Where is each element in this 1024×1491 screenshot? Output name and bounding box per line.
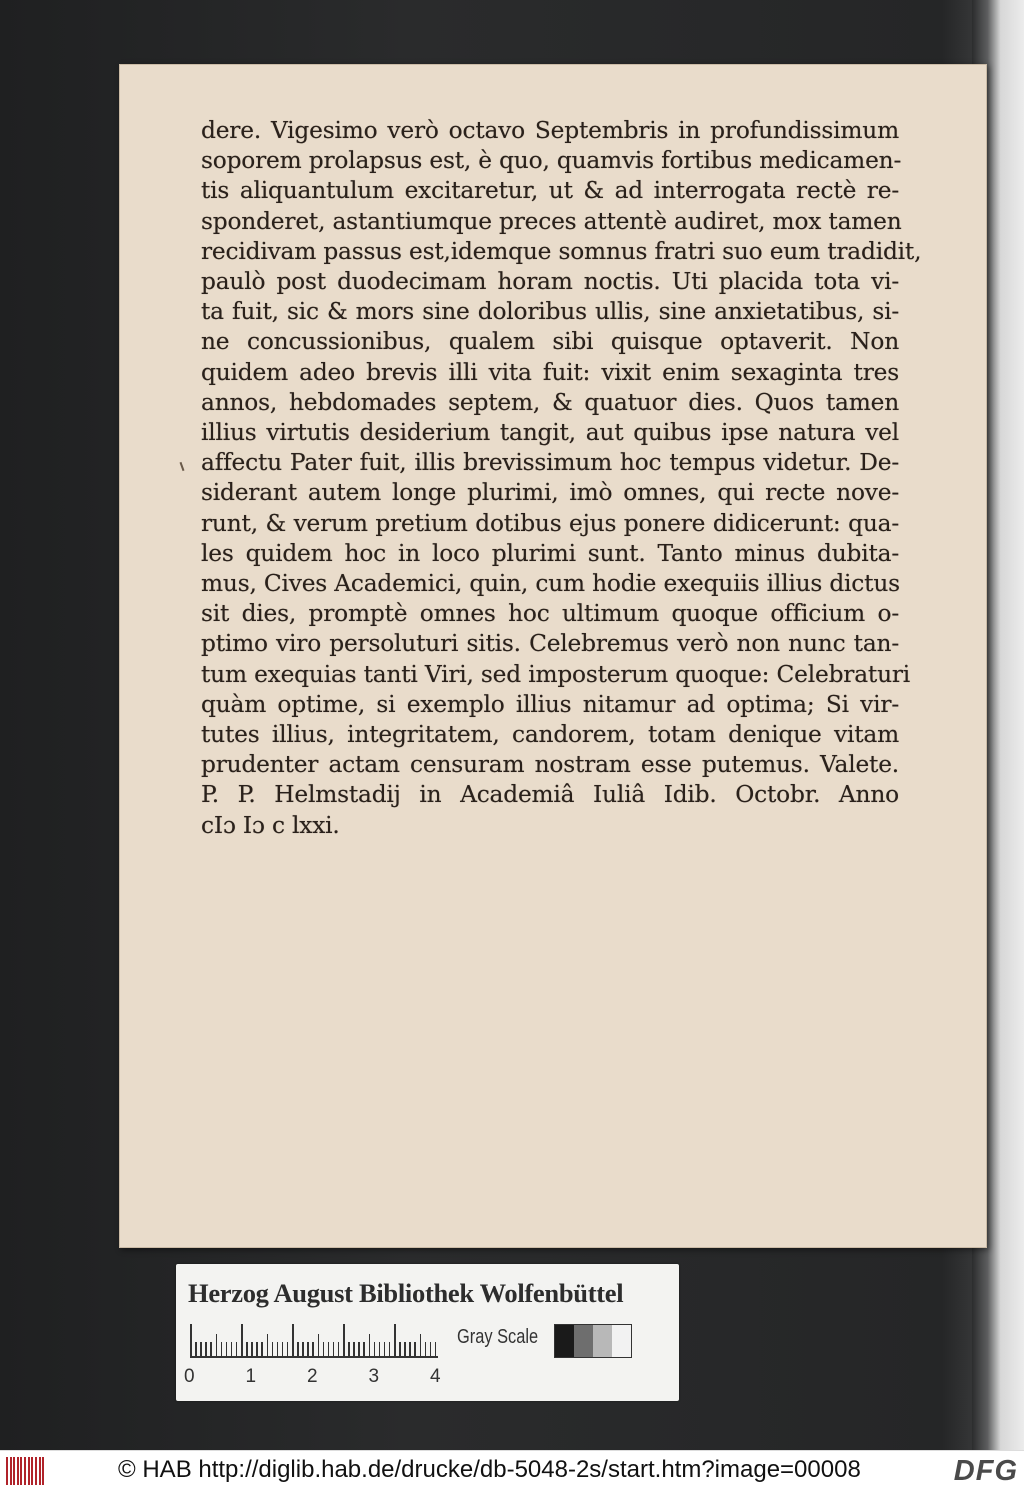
logo-bar [10, 1457, 12, 1485]
ruler-tick [414, 1342, 416, 1356]
text-line: cIɔ Iɔ c lxxi. [201, 811, 340, 839]
ruler-tick [231, 1342, 233, 1356]
ruler-tick [399, 1342, 401, 1356]
ruler-tick [333, 1342, 335, 1356]
ruler-number: 3 [368, 1366, 380, 1387]
text-line: les quidem hoc in loco plurimi sunt. Tanto minus dubita- [201, 539, 899, 567]
ruler-tick [374, 1342, 376, 1356]
text-line: paulò post duodecimam horam noctis. Uti placida tota vi- [201, 268, 899, 296]
text-line: recidivam passus est,idemque somnus fratri suo eum tradidit, [201, 237, 922, 265]
calibration-card [176, 1264, 679, 1401]
ruler-tick [221, 1342, 223, 1356]
text-line: dere. Vigesimo verò octavo Septembris in profundissimum [201, 117, 899, 144]
logo-bar [42, 1457, 44, 1485]
text-line: sponderet, astantiumque preces attentè audiret, mox tamen [201, 207, 902, 235]
ruler-tick [236, 1342, 238, 1356]
ruler-tick [292, 1324, 294, 1356]
document-page [119, 64, 987, 1248]
text-line: prudenter actam censuram nostram esse putemus. Valete. [201, 751, 899, 779]
ruler-number: 4 [430, 1366, 441, 1387]
ruler-tick [251, 1342, 253, 1356]
logo-bar [20, 1457, 22, 1485]
page-text [201, 116, 922, 841]
text-line: ptimo viro persoluturi sitis. Celebremus verò non nunc tan- [201, 630, 899, 658]
ruler-tick [216, 1334, 218, 1356]
ruler-tick [210, 1342, 212, 1356]
text-line: ta fuit, sic & mors sine doloribus ullis, sine anxietatibus, si- [201, 298, 899, 326]
gray-swatch [555, 1325, 574, 1357]
gray-swatch [574, 1325, 593, 1357]
logo-bar [6, 1457, 8, 1485]
ruler-tick [261, 1342, 263, 1356]
logo-bar [31, 1457, 33, 1485]
logo-bar [39, 1457, 41, 1485]
logo-bar [24, 1457, 26, 1485]
ruler-tick [195, 1342, 197, 1356]
ruler-tick [369, 1334, 371, 1356]
ruler-tick [343, 1324, 345, 1356]
ruler-tick [358, 1342, 360, 1356]
gray-scale-label: Gray Scale [457, 1326, 539, 1348]
ruler-tick [226, 1342, 228, 1356]
ruler-tick [430, 1342, 432, 1356]
ruler-tick [287, 1342, 289, 1356]
ruler-tick [190, 1324, 192, 1356]
ruler-tick [353, 1342, 355, 1356]
ruler-tick [200, 1342, 202, 1356]
text-line: illius virtutis desiderium tangit, aut quibus ipse natura vel [201, 419, 899, 447]
ruler-tick [435, 1342, 437, 1356]
logo-bar [13, 1457, 15, 1485]
ruler-number: 2 [307, 1366, 318, 1387]
logo-bar [35, 1457, 37, 1485]
text-line: quàm optime, si exemplo illius nitamur ad optima; Si vir- [201, 690, 899, 718]
ruler-tick [205, 1342, 207, 1356]
ruler-tick [267, 1334, 269, 1356]
ruler-tick [277, 1342, 279, 1356]
ruler-tick [384, 1342, 386, 1356]
ruler-tick [394, 1324, 396, 1356]
ruler-tick [363, 1342, 365, 1356]
ruler-tick [282, 1342, 284, 1356]
ruler-tick [328, 1342, 330, 1356]
text-line: ne concussionibus, qualem sibi quisque optaverit. Non [201, 328, 899, 356]
ruler-tick [338, 1342, 340, 1356]
ruler-tick [272, 1342, 274, 1356]
text-line: quidem adeo brevis illi vita fuit: vixit enim sexaginta tres [201, 358, 899, 386]
ruler-tick [318, 1334, 320, 1356]
ruler-tick [246, 1342, 248, 1356]
library-name: Herzog August Bibliothek Wolfenbüttel [188, 1278, 624, 1308]
copyright-link[interactable]: © HAB http://diglib.hab.de/drucke/db-5048-2s/start.htm?image=00008 [118, 1456, 861, 1483]
ruler-tick [379, 1342, 381, 1356]
scale-ruler [190, 1324, 442, 1364]
logo-bar [17, 1457, 19, 1485]
gray-swatch [612, 1325, 631, 1357]
ruler-tick [404, 1342, 406, 1356]
ruler-tick [241, 1324, 243, 1356]
dfg-logo: DFG [953, 1455, 1018, 1487]
ruler-tick [307, 1342, 309, 1356]
text-line: P. P. Helmstadij in Academiâ Iuliâ Idib. Octobr. Anno [201, 781, 899, 809]
logo-bar [28, 1457, 30, 1485]
ruler-baseline [190, 1356, 438, 1358]
text-line: sit dies, promptè omnes hoc ultimum quoque officium o- [201, 600, 899, 628]
ruler-tick [302, 1342, 304, 1356]
gray-swatch [593, 1325, 612, 1357]
ruler-tick [409, 1342, 411, 1356]
text-line: tutes illius, integritatem, candorem, totam denique vitam [201, 721, 899, 749]
ruler-tick [420, 1334, 422, 1356]
text-line: siderant autem longe plurimi, imò omnes, qui recte nove- [201, 479, 899, 507]
gray-scale-swatches [554, 1324, 632, 1358]
text-line: tis aliquantulum excitaretur, ut & ad interrogata rectè re- [201, 177, 899, 205]
text-line: soporem prolapsus est, è quo, quamvis fortibus medicamen- [201, 147, 902, 175]
text-line: tum exequias tanti Viri, sed imposterum quoque: Celebraturi [201, 660, 911, 688]
ruler-tick [297, 1342, 299, 1356]
ruler-tick [312, 1342, 314, 1356]
ruler-tick [348, 1342, 350, 1356]
text-line: runt, & verum pretium dotibus ejus ponere didicerunt: qua- [201, 509, 899, 537]
text-line: mus, Cives Academici, quin, cum hodie exequiis illius dictus [201, 570, 900, 598]
ruler-tick [425, 1342, 427, 1356]
text-line: annos, hebdomades septem, & quatuor dies. Quos tamen [201, 388, 899, 416]
ruler-tick [323, 1342, 325, 1356]
ruler-number: 1 [245, 1366, 257, 1387]
viewer-footer [0, 1450, 1024, 1491]
ruler-tick [389, 1342, 391, 1356]
ruler-tick [256, 1342, 258, 1356]
text-line: affectu Pater fuit, illis brevissimum hoc tempus videtur. De- [201, 449, 899, 477]
hab-barcode-icon [6, 1457, 46, 1485]
ruler-number: 0 [184, 1366, 195, 1387]
ink-mark [180, 462, 185, 471]
